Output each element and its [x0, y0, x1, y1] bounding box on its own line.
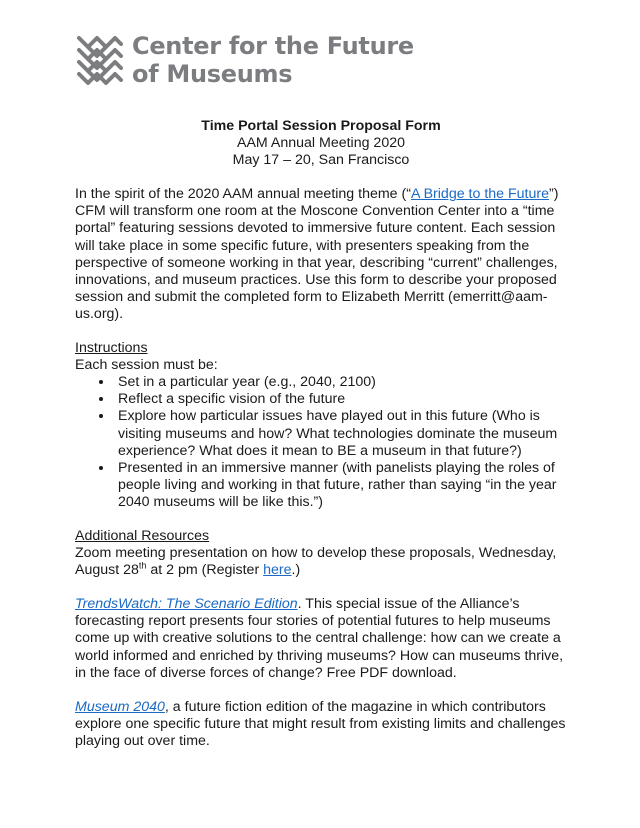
logo-wordmark: [132, 32, 414, 88]
document-header: [75, 118, 567, 169]
zoom-time-text: at 2 pm (Register: [146, 562, 264, 579]
instructions-list: [75, 374, 567, 511]
zoom-paragraph: [75, 545, 567, 579]
trendswatch-paragraph: [75, 596, 567, 681]
event-name: AAM Annual Meeting 2020: [237, 135, 405, 152]
list-item: • Explore how particular issues have played out in this future (Who is visiting museums and how? What technologies dominate the museum experience? What does it mean to BE a museum in that future?): [114, 408, 567, 459]
intro-text-start: In the spirit of the 2020 AAM annual meeting theme (“: [75, 186, 411, 203]
list-item: • Set in a particular year (e.g., 2040, 2100): [114, 374, 567, 391]
register-here-link[interactable]: here: [263, 562, 292, 579]
logo-line-2: of Museums: [132, 60, 293, 88]
zoom-end-text: .): [291, 562, 301, 579]
intro-paragraph: [75, 186, 567, 323]
museum2040-text: , a future fiction edition of the magazine in which contributors explore one specific future that might result from existing limits and challenges playing out over time.: [75, 698, 566, 749]
list-item: • Presented in an immersive manner (with panelists playing the roles of people living and working in that future, rather than saying “in the year 2040 museums will be like this.”): [114, 460, 567, 511]
page-title: Time Portal Session Proposal Form: [201, 118, 441, 134]
museum2040-paragraph: [75, 699, 567, 750]
trendswatch-text: . This special issue of the Alliance’s forecasting report presents four stories of potential futures to help museums come up with creative solutions to the central challenge: how can we create a world informed and enriched by thriving museums? How can museums thrive, in the face of diverse forces of change? Free PDF download.: [75, 596, 564, 681]
event-dates: May 17 – 20, San Francisco: [232, 152, 410, 169]
intro-text-rest: ”) CFM will transform one room at the Moscone Convention Center into a “time portal” featuring sessions devoted to immersive future content. Each session will take place in some specific future, with presenters speaking from the perspective of someone working in that year, describing “current” challenges, innovations, and museum practices. Use this form to describe your proposed session and submit the completed form to Elizabeth Merritt (emerritt@aam-us.org).: [75, 186, 559, 322]
museum-2040-link[interactable]: Museum 2040: [75, 698, 165, 715]
instructions-heading: Instructions: [75, 340, 148, 357]
cfm-logo: [76, 32, 414, 88]
list-item: • Reflect a specific vision of the future: [114, 391, 567, 408]
zoom-text: Zoom meeting presentation on how to develop these proposals, Wednesday, August 28: [75, 545, 557, 579]
cfm-lattice-logo-icon: [76, 34, 124, 86]
bridge-to-future-link[interactable]: A Bridge to the Future: [410, 186, 549, 203]
zoom-date-suffix: th: [138, 560, 147, 571]
instructions-lead: Each session must be:: [75, 357, 218, 374]
resources-heading: Additional Resources: [75, 527, 210, 544]
logo-line-1: Center for the Future: [132, 32, 414, 60]
trendswatch-link[interactable]: TrendsWatch: The Scenario Edition: [75, 596, 298, 613]
document-body: [75, 118, 567, 750]
